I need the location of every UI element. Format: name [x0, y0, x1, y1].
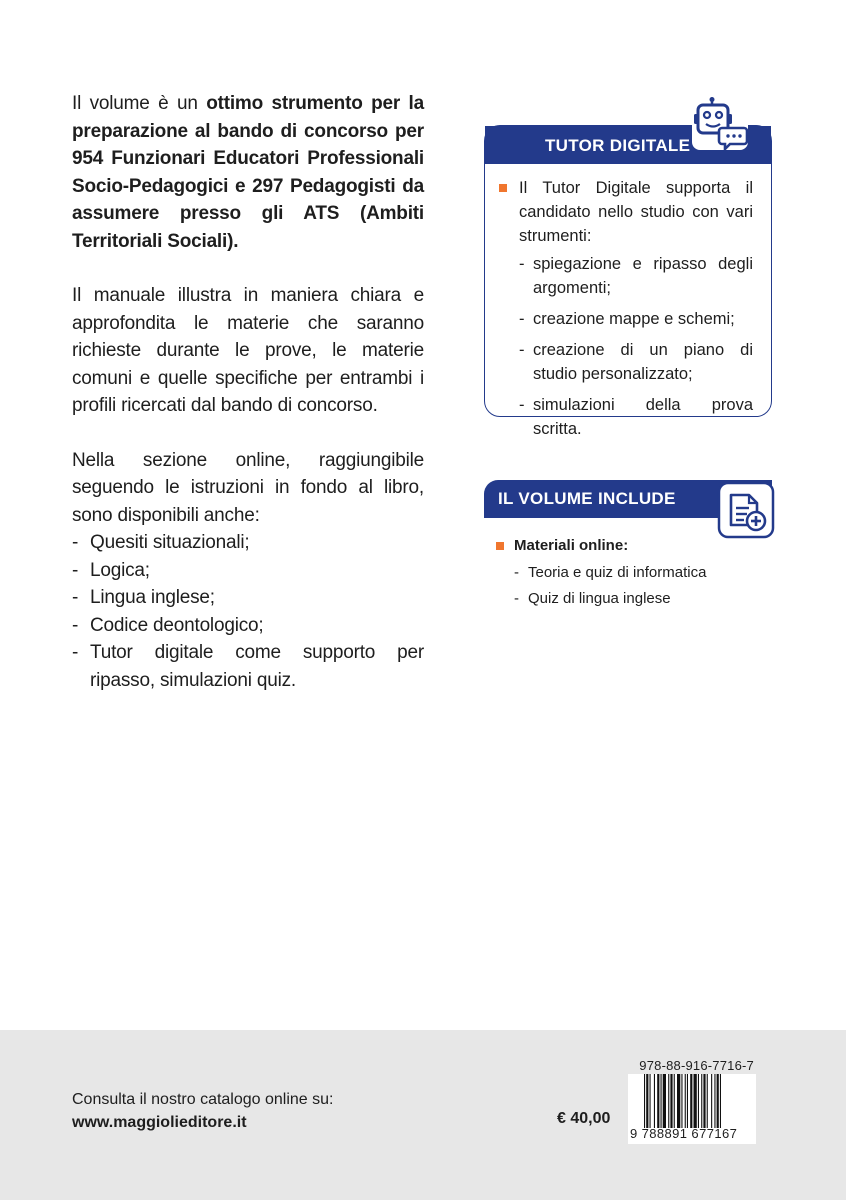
list-item: - creazione mappe e schemi; — [519, 307, 753, 331]
intro-paragraph — [72, 90, 424, 255]
barcode-bar — [694, 1074, 697, 1128]
list-item: - Lingua inglese; — [72, 584, 424, 612]
barcode-bar — [661, 1074, 662, 1128]
tutor-features-list — [499, 252, 753, 441]
catalog-info — [72, 1088, 334, 1134]
volume-include-body — [496, 533, 766, 612]
barcode-bar — [720, 1074, 721, 1128]
bullet-square-icon — [496, 542, 504, 550]
online-section-paragraph: Nella sezione online, raggiungibile seguendo le istruzioni in fondo al libro, sono disponibili anche: — [72, 449, 424, 526]
include-heading-text: Materiali online: — [514, 537, 629, 554]
barcode-bar — [646, 1074, 648, 1128]
list-item: - Quesiti situazionali; — [72, 529, 424, 557]
main-text-column — [72, 90, 424, 694]
tutor-title: TUTOR DIGITALE — [485, 126, 771, 164]
barcode-bar — [681, 1074, 682, 1128]
barcode-bar — [717, 1074, 719, 1128]
volume-include-title: IL VOLUME INCLUDE — [484, 480, 772, 518]
tutor-intro — [499, 176, 753, 248]
barcode-number: 9 788891 677167 — [630, 1126, 738, 1141]
list-item: - simulazioni della prova scritta. — [519, 393, 753, 441]
barcode-bar — [668, 1074, 669, 1128]
catalog-text: Consulta il nostro catalogo online su: — [72, 1091, 334, 1108]
barcode-bar — [677, 1074, 680, 1128]
list-item: - creazione di un piano di studio personalizzato; — [519, 338, 753, 386]
isbn-label: 978-88-916-7716-7 — [639, 1058, 754, 1073]
intro-bold-text: ottimo strumento per la preparazione al bando di concorso per 954 Funzionari Educatori Professionali Socio-Pedagogici e 297 Pedagogisti da assumere presso gli ATS (Ambiti Territoriali Sociali). — [72, 93, 424, 252]
barcode-bar — [703, 1074, 705, 1128]
list-item: - Logica; — [72, 557, 424, 585]
barcode-bar — [644, 1074, 645, 1128]
barcode-bar — [670, 1074, 672, 1128]
list-item: - Tutor digitale come supporto per ripasso, simulazioni quiz. — [72, 639, 424, 694]
barcode-bars — [644, 1074, 754, 1128]
barcode-bar — [657, 1074, 659, 1128]
tutor-digitale-box — [484, 125, 772, 438]
footer-band — [0, 1030, 846, 1200]
barcode — [628, 1074, 756, 1144]
barcode-bar — [711, 1074, 712, 1128]
include-heading — [496, 533, 766, 558]
list-item: - Codice deontologico; — [72, 612, 424, 640]
barcode-bar — [707, 1074, 708, 1128]
document-add-icon — [718, 482, 774, 538]
tutor-intro-text: Il Tutor Digitale supporta il candidato nello studio con vari strumenti: — [519, 179, 753, 245]
barcode-bar — [687, 1074, 688, 1128]
include-list — [496, 560, 766, 611]
barcode-bar — [714, 1074, 715, 1128]
description-paragraph: Il manuale illustra in maniera chiara e approfondita le materie che saranno richieste durante le prove, le materie comuni e quelle specifiche per entrambi i profili ricercati dal bando di concorso. — [72, 285, 424, 416]
barcode-bar — [690, 1074, 692, 1128]
barcode-bar — [698, 1074, 699, 1128]
bullet-square-icon — [499, 184, 507, 192]
price-label: € 40,00 — [557, 1110, 611, 1127]
catalog-url: www.maggiolieditore.it — [72, 1114, 247, 1131]
barcode-bar — [654, 1074, 655, 1128]
tutor-body — [485, 164, 771, 441]
list-item: - Quiz di lingua inglese — [514, 586, 766, 611]
online-materials-list — [72, 529, 424, 694]
list-item: - Teoria e quiz di informatica — [514, 560, 766, 585]
barcode-bar — [701, 1074, 702, 1128]
list-item: - spiegazione e ripasso degli argomenti; — [519, 252, 753, 300]
barcode-bar — [674, 1074, 675, 1128]
barcode-bar — [650, 1074, 651, 1128]
barcode-bar — [663, 1074, 666, 1128]
barcode-bar — [685, 1074, 686, 1128]
intro-text: Il volume è un — [72, 93, 207, 114]
robot-chat-icon — [690, 96, 750, 152]
